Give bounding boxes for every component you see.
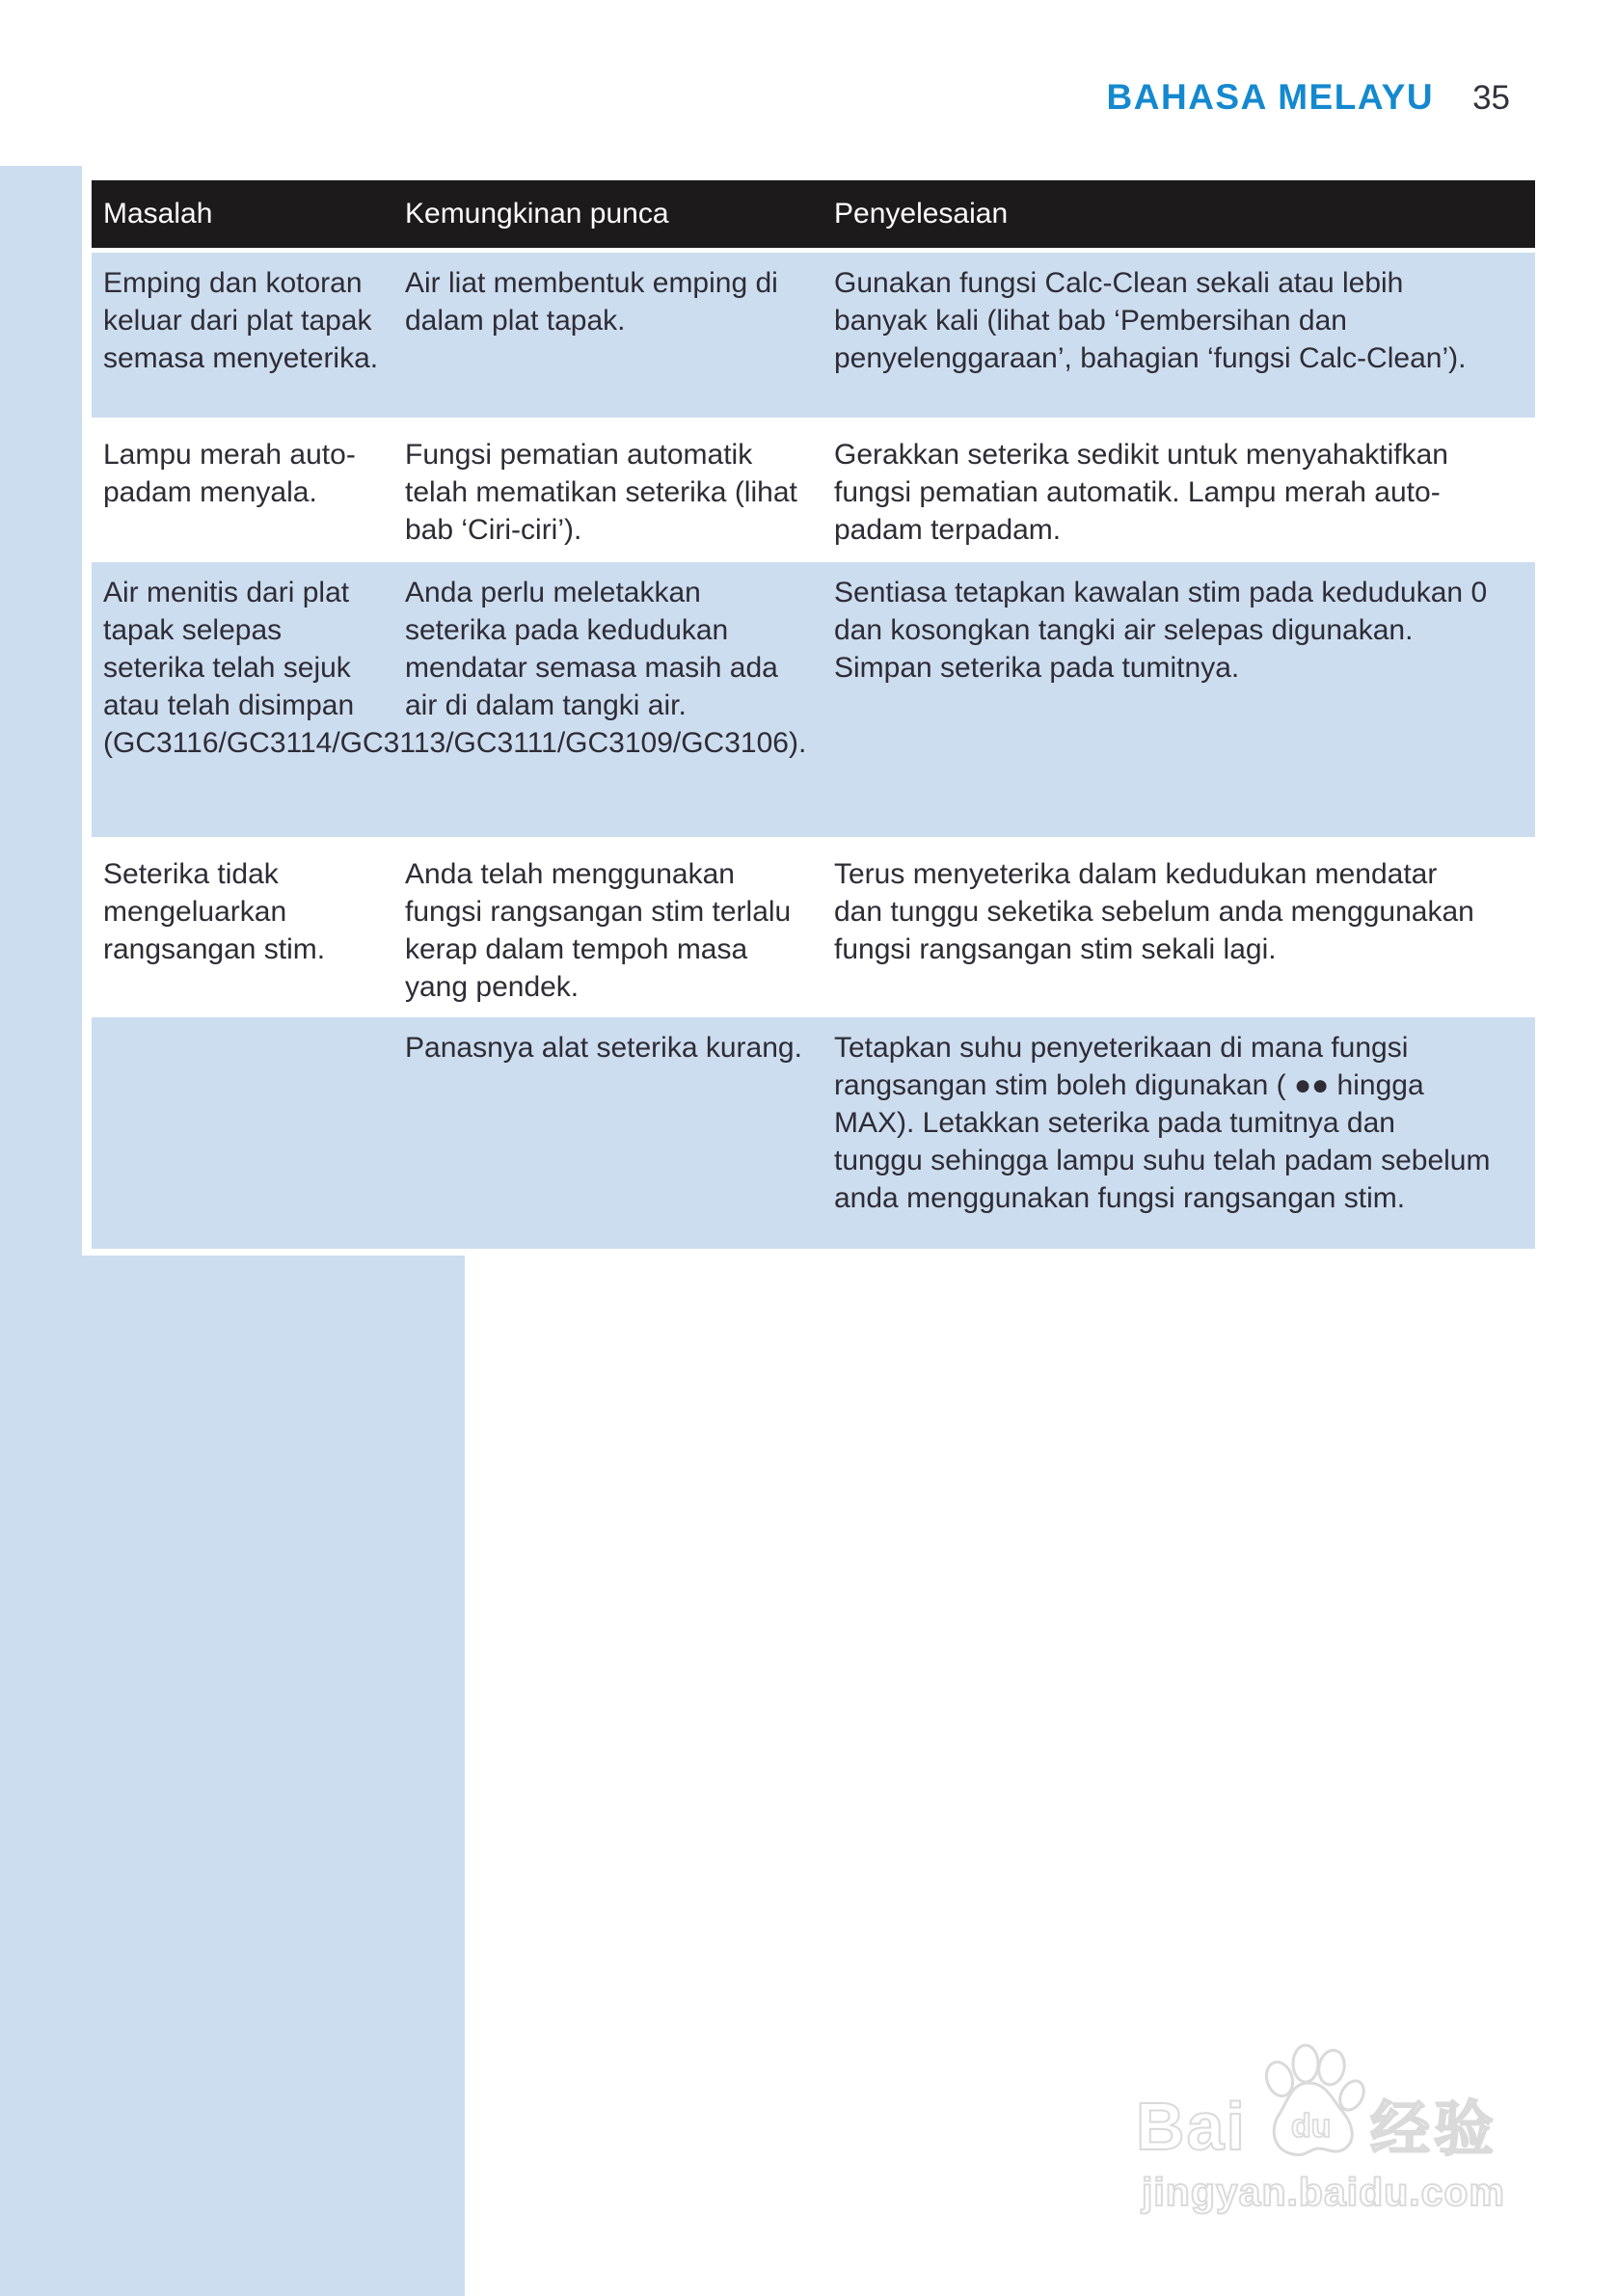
cell-problem: Lampu merah auto-padam menyala. bbox=[103, 439, 356, 508]
cell-problem bbox=[92, 1029, 405, 1249]
page-number: 35 bbox=[1472, 79, 1510, 117]
table-row bbox=[92, 562, 1535, 837]
cell-problem: Seterika tidak mengeluarkan rangsangan stim. bbox=[103, 858, 326, 965]
cell-cause: Anda telah menggunakan fungsi rangsangan stim terlalu kerap dalam tempoh masa yang pendek. bbox=[405, 858, 792, 1003]
troubleshooting-table bbox=[92, 180, 1535, 1249]
cell-solution: Terus menyeterika dalam kedudukan mendatar dan tunggu seketika sebelum anda menggunakan fungsi rangsangan stim sekali lagi. bbox=[834, 858, 1474, 965]
cell-problem: Emping dan kotoran keluar dari plat tapak semasa menyeterika. bbox=[103, 267, 379, 374]
cell-solution: Tetapkan suhu penyeterikaan di mana fungsi rangsangan stim boleh digunakan ( ●● hingga MAX). Letakkan seterika pada tumitnya dan tunggu sehingga lampu suhu telah padam sebelum anda menggunakan fungsi rangsangan stim. bbox=[834, 1032, 1491, 1214]
language-label: BAHASA MELAYU bbox=[1106, 77, 1435, 117]
baidu-paw-du-text: du bbox=[1290, 2108, 1332, 2145]
page-header bbox=[1107, 77, 1510, 118]
cell-cause: Panasnya alat seterika kurang. bbox=[405, 1032, 802, 1064]
table-row bbox=[92, 1017, 1535, 1249]
cell-problem: Air menitis dari plat tapak selepas seterika telah sejuk atau telah disimpan (GC3116/GC3114/GC3113/GC3111/GC3109/GC3106). bbox=[103, 577, 807, 759]
cell-solution: Gunakan fungsi Calc-Clean sekali atau lebih banyak kali (lihat bab ‘Pembersihan dan penyelenggaraan’, bahagian ‘fungsi Calc-Clean’). bbox=[834, 267, 1467, 374]
table-row bbox=[92, 253, 1535, 418]
column-header-problem: Masalah bbox=[103, 198, 213, 230]
baidu-cn-label: 经验 bbox=[1369, 2096, 1497, 2163]
baidu-paw-icon bbox=[1251, 2042, 1366, 2166]
cell-cause: Fungsi pematian automatik telah mematikan seterika (lihat bab ‘Ciri-ciri’). bbox=[405, 439, 797, 546]
baidu-logo-text: Bai bbox=[1136, 2089, 1247, 2164]
cell-cause: Anda perlu meletakkan seterika pada kedudukan mendatar semasa masih ada air di dalam tangki air. bbox=[405, 577, 778, 721]
cell-cause: Air liat membentuk emping di dalam plat tapak. bbox=[405, 267, 778, 337]
table-row bbox=[92, 424, 1535, 555]
table-header-row bbox=[92, 180, 1535, 248]
bottom-left-panel bbox=[0, 1256, 465, 2296]
cell-solution: Sentiasa tetapkan kawalan stim pada kedudukan 0 dan kosongkan tangki air selepas digunakan. Simpan seterika pada tumitnya. bbox=[834, 577, 1488, 684]
baidu-logo bbox=[1136, 2042, 1522, 2164]
cell-solution: Gerakkan seterika sedikit untuk menyahaktifkan fungsi pematian automatik. Lampu merah auto-padam terpadam. bbox=[834, 439, 1448, 546]
table-row bbox=[92, 844, 1535, 1011]
watermark-url: jingyan.baidu.com bbox=[1142, 2170, 1505, 2214]
column-header-cause: Kemungkinan punca bbox=[405, 198, 669, 230]
baidu-watermark bbox=[1136, 2042, 1522, 2215]
column-header-solution: Penyelesaian bbox=[834, 198, 1009, 230]
